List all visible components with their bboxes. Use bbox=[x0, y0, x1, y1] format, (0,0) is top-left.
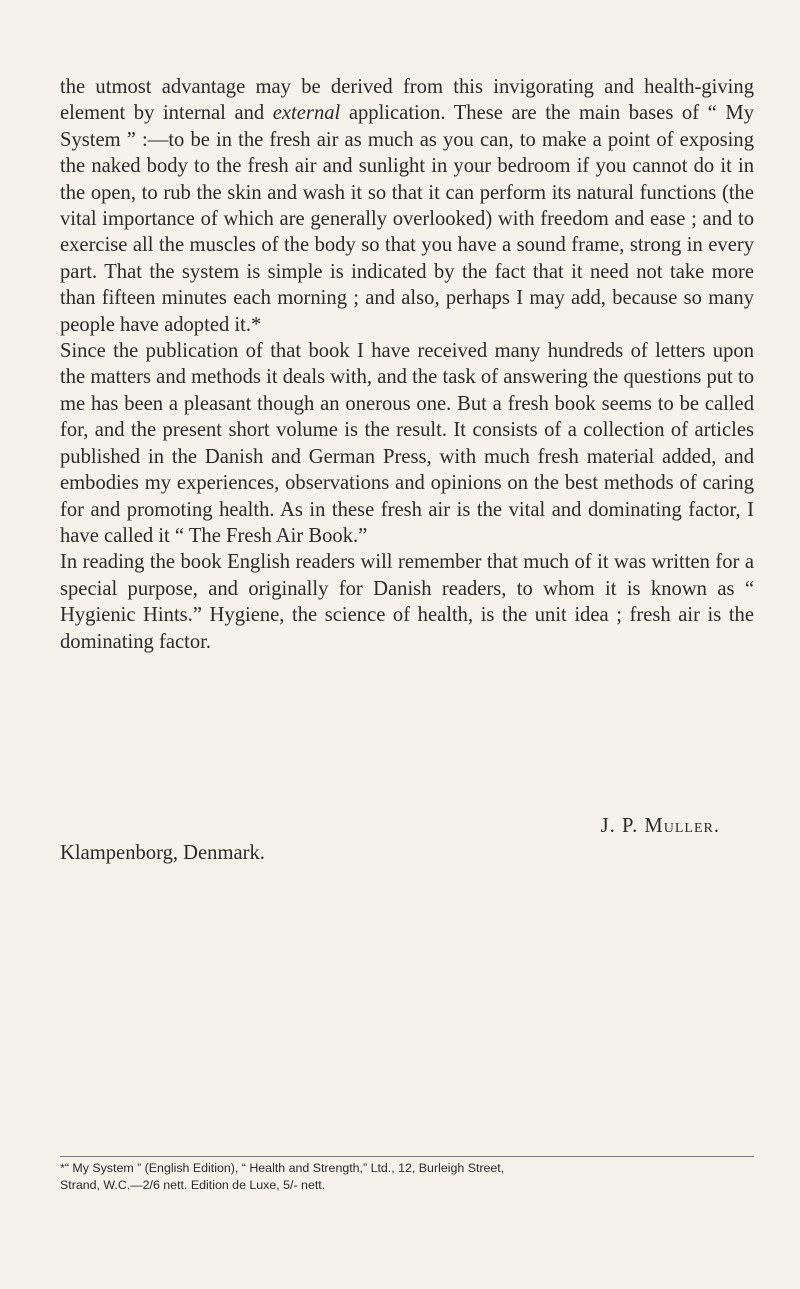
author-name: J. P. Muller. bbox=[600, 815, 720, 837]
author-signature bbox=[60, 813, 720, 839]
footnote bbox=[60, 1160, 760, 1194]
emphasis-external: external bbox=[272, 102, 341, 125]
footnote-divider bbox=[60, 1156, 754, 1157]
footnote-line-1: *“ My System ” (English Edition), “ Health and Strength,” Ltd., 12, Burleigh Street, bbox=[60, 1161, 505, 1175]
body-text bbox=[60, 74, 754, 655]
place-line: Klampenborg, Denmark. bbox=[60, 842, 265, 864]
paragraph-1 bbox=[60, 74, 754, 338]
paragraph-1-start: the utmost advantage may be derived from this invigorating and health-giving element by internal and bbox=[60, 76, 754, 125]
paragraph-1-end: application. These are the main bases of “ My System ” :—to be in the fresh air as much as you can, to make a point of exposing the naked body to the fresh air and sunlight in your bedroom if you cannot do it in the open, to rub the skin and wash it so that it can perform its natural functions (the vital importance of which are generally overlooked) with freedom and ease ; and to exercise all the muscles of the body so that you have a sound frame, strong in every part. That the system is simple is indicated by the fact that it need not take more than fifteen minutes each morning ; and also, perhaps I may add, because so many people have adopted it.* bbox=[60, 102, 755, 336]
paragraph-2: Since the publication of that book I have received many hundreds of letters upon the matters and methods it deals with, and the task of answering the questions put to me has been a pleasant though an onerous one. But a fresh book seems to be called for, and the present short volume is the result. It consists of a collection of articles published in the Danish and German Press, with much fresh material added, and embodies my experiences, observations and opinions on the best methods of caring for and promoting health. As in these fresh air is the vital and dominating factor, I have called it “ The Fresh Air Book.” bbox=[60, 340, 754, 547]
paragraph-3: In reading the book English readers will remember that much of it was written for a special purpose, and originally for Danish readers, to whom it is known as “ Hygienic Hints.” Hygiene, the science of health, is the unit idea ; fresh air is the dominating factor. bbox=[60, 551, 754, 653]
footnote-line-2: Strand, W.C.—2/6 nett. Edition de Luxe, 5/- nett. bbox=[60, 1178, 326, 1192]
